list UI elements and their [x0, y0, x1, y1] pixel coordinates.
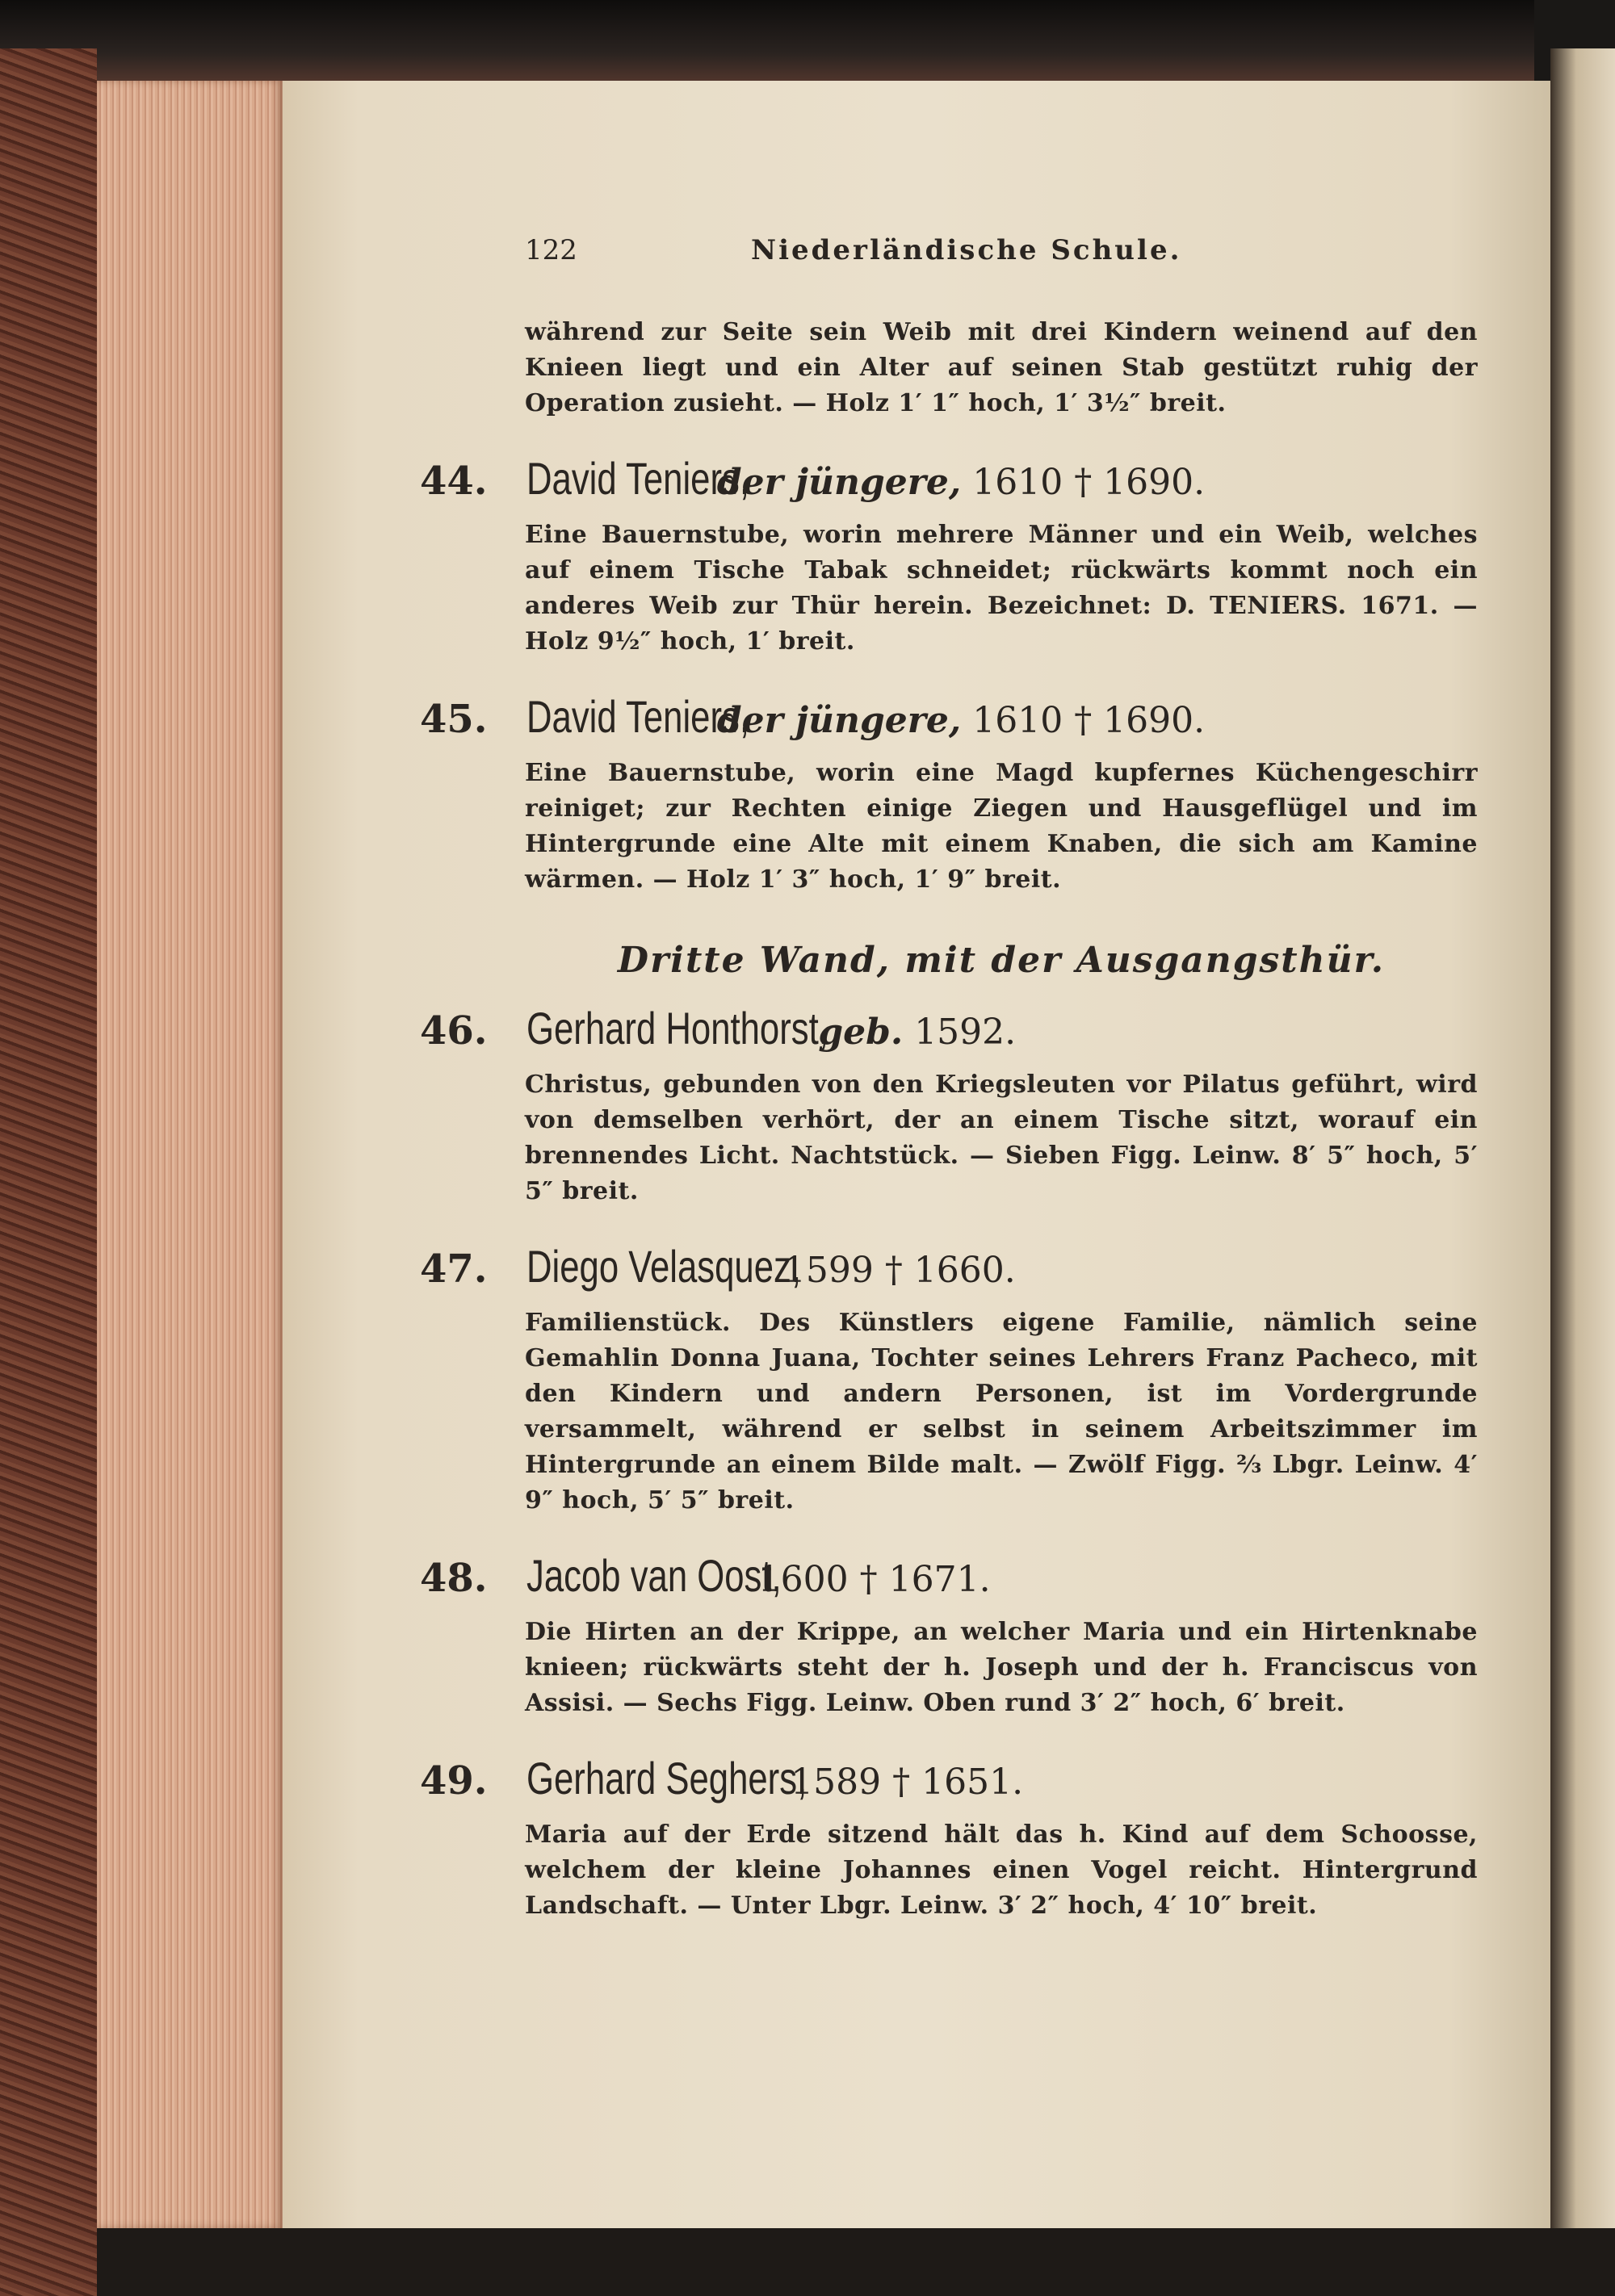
page-number: 122 — [525, 234, 577, 266]
entry-heading — [420, 1240, 1478, 1293]
catalog-entry-48 — [420, 1549, 1478, 1721]
artist-name: Diego Velasquez, — [526, 1241, 801, 1292]
entry-description: Maria auf der Erde sitzend hält das h. Kind auf dem Schoosse, welchem der kleine Johannes einen Vogel reicht. Hintergrund Landschaft. — Unter Lbgr. Leinw. 3′ 2″ hoch, 4′ 10″ breit. — [525, 1820, 1478, 1920]
entry-heading — [420, 1549, 1478, 1602]
section-title: Dritte Wand, mit der Ausgangsthür. — [617, 940, 1386, 981]
artist-name: Gerhard Honthorst, — [526, 1003, 828, 1054]
entry-number: 46. — [420, 1008, 488, 1054]
entry-number: 45. — [420, 697, 488, 742]
catalog-entry-47 — [420, 1240, 1478, 1519]
artist-name: Jacob van Oost, — [526, 1550, 782, 1601]
entry-heading — [420, 1752, 1478, 1804]
artist-name: Gerhard Seghers, — [526, 1753, 808, 1804]
entry-description: Eine Bauernstube, worin mehrere Männer und ein Weib, welches auf einem Tische Tabak schneidet; rückwärts kommt noch ein anderes Weib zur Thür herein. Bezeichnet: D. TENIERS. 1671. — Holz 9½″ hoch, 1′ breit. — [525, 521, 1478, 656]
entry-description: Christus, gebunden von den Kriegsleuten vor Pilatus geführt, wird von demselben verhört, der an einem Tische sitzt, worauf ein brennendes Licht. Nachtstück. — Sieben Figg. Leinw. 8′ 5″ hoch, 5′ 5″ breit. — [525, 1070, 1478, 1205]
entry-heading — [420, 452, 1478, 505]
artist-name: David Teniers, — [526, 691, 749, 742]
catalog-entry-45 — [420, 690, 1478, 898]
background-bottom — [97, 2228, 1615, 2296]
entry-number: 47. — [420, 1246, 488, 1292]
entry-number: 48. — [420, 1556, 488, 1601]
catalog-entry-49 — [420, 1752, 1478, 1924]
catalog-entry-44 — [420, 452, 1478, 660]
page-header — [525, 234, 1478, 283]
page-edges — [97, 81, 283, 2228]
entry-description: Die Hirten an der Krippe, an welcher Maria und ein Hirtenknabe knieen; rückwärts steht der h. Joseph und der h. Franciscus von Assisi. — Sechs Figg. Leinw. Oben rund 3′ 2″ hoch, 6′ breit. — [525, 1618, 1478, 1717]
entry-description: Eine Bauernstube, worin eine Magd kupfernes Küchengeschirr reiniget; zur Rechten einige Ziegen und Hausgeflügel und im Hintergrunde eine Alte mit einem Knaben, die sich am Kamine wärmen. — Holz 1′ 3″ hoch, 1′ 9″ breit. — [525, 759, 1478, 894]
entry-number: 49. — [420, 1758, 488, 1804]
page-content — [420, 234, 1478, 1924]
entry-heading — [420, 1002, 1478, 1054]
running-head: Niederländische Schule. — [751, 234, 1182, 266]
facing-page-edge — [1550, 48, 1615, 2296]
entry-heading — [420, 690, 1478, 743]
artist-dates: 1599 † 1660. — [782, 1250, 1016, 1291]
artist-dates: 1589 † 1651. — [791, 1762, 1024, 1803]
artist-epithet: der jüngere, 1610 † 1690. — [716, 700, 1206, 741]
artist-epithet: der jüngere, 1610 † 1690. — [716, 462, 1206, 503]
catalog-entry-46 — [420, 1002, 1478, 1209]
intro-paragraph: während zur Seite sein Weib mit drei Kindern weinend auf den Knieen liegt und ein Alter auf seinen Stab gestützt ruhig der Operation zusieht. — Holz 1′ 1″ hoch, 1′ 3½″ breit. — [525, 318, 1478, 417]
artist-epithet: geb. 1592. — [818, 1012, 1017, 1053]
artist-name: David Teniers, — [526, 453, 749, 504]
artist-dates: 1600 † 1671. — [757, 1559, 991, 1600]
book-cover-top — [0, 0, 1534, 89]
book-cover-left — [0, 48, 97, 2296]
entry-description: Familienstück. Des Künstlers eigene Familie, nämlich seine Gemahlin Donna Juana, Tochter seines Lehrers Franz Pacheco, mit den Kindern und andern Personen, ist im Vordergrunde versammelt, während er selbst in seinem Arbeitszimmer im Hintergrunde an einem Bilde malt. — Zwölf Figg. ⅔ Lbgr. Leinw. 4′ 9″ hoch, 5′ 5″ breit. — [525, 1309, 1478, 1515]
entry-number: 44. — [420, 459, 488, 504]
